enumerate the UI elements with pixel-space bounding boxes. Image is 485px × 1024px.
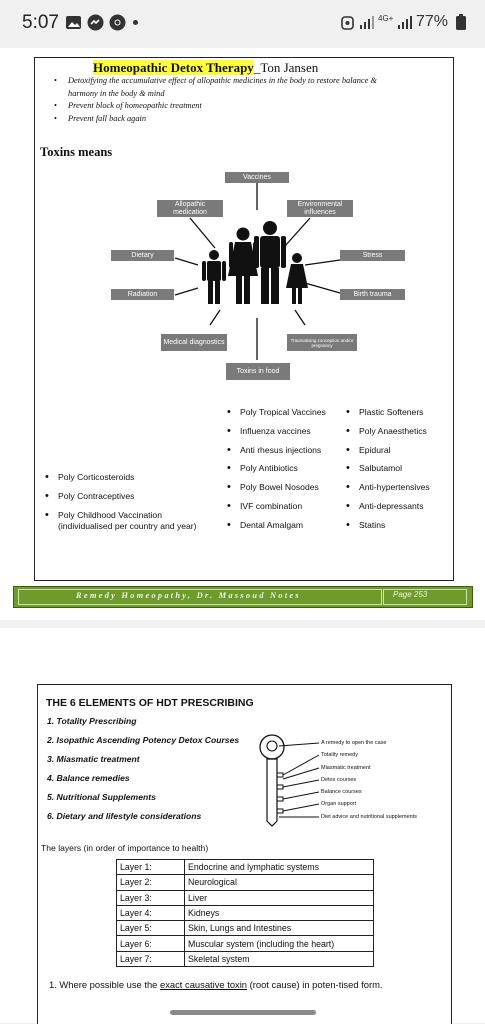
signal-icon-2 <box>396 14 413 31</box>
element-item: 4. Balance remedies <box>47 773 130 783</box>
list-item: • Anti rhesus injections <box>226 445 346 464</box>
label-medical: Medical diagnostics <box>161 334 227 351</box>
system-cell: Skeletal system <box>185 951 374 966</box>
element-item: 2. Isopathic Ascending Potency Detox Courses <box>47 735 240 745</box>
bullet-item: • Prevent block of homeopathic treatment <box>50 100 440 113</box>
layer-cell: Layer 1: <box>117 860 185 875</box>
label-food: Toxins in food <box>226 363 290 380</box>
status-bar <box>0 0 485 48</box>
list-item-continued: (individualised per country and year) <box>58 520 197 531</box>
list-item: • Dental Amalgam <box>226 520 346 539</box>
label-conception: Traumatising conception and/or pregnancy <box>287 334 357 351</box>
signal-icon <box>358 14 375 31</box>
hdt-elements-list <box>47 716 239 830</box>
list-item: • Poly Antibiotics <box>226 463 346 482</box>
list-left <box>44 472 234 532</box>
label-vaccines: Vaccines <box>225 172 289 183</box>
layer-cell: Layer 5: <box>117 921 185 936</box>
page1-title <box>93 60 318 76</box>
table-row <box>117 875 374 890</box>
table-row <box>117 936 374 951</box>
list-item: • Salbutamol <box>345 463 450 482</box>
footer-page-number: Page 253 <box>393 590 428 599</box>
list-item: • Epidural <box>345 445 450 464</box>
note-prefix: 1. Where possible use the <box>49 979 160 990</box>
system-cell: Endocrine and lymphatic systems <box>185 860 374 875</box>
layers-heading: The layers (in order of importance to health) <box>41 843 209 853</box>
bullet-item: • Detoxifying the accumulative effect of allopathic medicines in the body to restore balance & <box>50 75 440 88</box>
layers-table <box>116 859 374 967</box>
list-item: • Poly Childhood Vaccination <box>44 510 234 521</box>
list-item: • Poly Anaesthetics <box>345 426 450 445</box>
system-cell: Neurological <box>185 875 374 890</box>
list-item: • Anti-hypertensives <box>345 482 450 501</box>
key-label: Miasmatic treatment <box>321 764 371 771</box>
list-middle <box>226 407 346 539</box>
list-right <box>345 407 450 539</box>
network-type: 4G+ <box>378 14 394 23</box>
page1-author: _Ton Jansen <box>253 60 319 75</box>
hdt-title: THE 6 ELEMENTS OF HDT PRESCRIBING <box>46 697 254 709</box>
messenger-icon <box>87 14 104 31</box>
table-row <box>117 860 374 875</box>
list-item: • Poly Contraceptives <box>44 491 234 510</box>
page1-title-highlight: Homeopathic Detox Therapy <box>93 60 254 75</box>
battery-percent: 77% <box>416 13 449 30</box>
key-label: Totality remedy <box>321 752 358 759</box>
list-item: • IVF combination <box>226 501 346 520</box>
key-labels <box>321 740 417 826</box>
layer-cell: Layer 3: <box>117 890 185 905</box>
toxins-heading: Toxins means <box>40 145 113 159</box>
element-item: 3. Miasmatic treatment <box>47 754 140 764</box>
list-item: • Plastic Softeners <box>345 407 450 426</box>
label-dietary: Dietary <box>111 250 174 261</box>
list-item: • Poly Bowel Nosodes <box>226 482 346 501</box>
gallery-icon <box>65 14 82 31</box>
page1-bullets <box>50 75 440 125</box>
system-cell: Kidneys <box>185 905 374 920</box>
label-environmental: Environmental influences <box>287 200 353 217</box>
element-item: 6. Dietary and lifestyle considerations <box>47 811 202 821</box>
key-label: A remedy to open the case <box>321 740 387 746</box>
label-birth-trauma: Birth trauma <box>340 289 405 300</box>
status-time: 5:07 <box>22 12 59 33</box>
table-row <box>117 951 374 966</box>
key-label: Detox courses <box>321 776 357 783</box>
notification-dot-icon <box>133 20 138 25</box>
key-icon <box>255 733 325 828</box>
table-row <box>117 921 374 936</box>
table-row <box>117 905 374 920</box>
list-item: • Influenza vaccines <box>226 426 346 445</box>
note-paragraph <box>49 978 404 991</box>
label-stress: Stress <box>340 250 405 261</box>
home-gesture-bar[interactable] <box>170 1010 316 1015</box>
layer-cell: Layer 4: <box>117 905 185 920</box>
footer-text: Remedy Homeopathy, Dr. Massoud Notes <box>76 590 301 600</box>
system-cell: Skin, Lungs and Intestines <box>185 921 374 936</box>
bullet-item-continued: harmony in the body & mind <box>68 88 165 98</box>
chrome-icon <box>109 14 126 31</box>
key-label: Organ support <box>321 801 357 808</box>
note-underlined: exact causative toxin <box>160 979 248 990</box>
layer-cell: Layer 6: <box>117 936 185 951</box>
bullet-item: • Prevent fall back again <box>50 113 440 126</box>
list-item: • Statins <box>345 520 450 539</box>
layer-cell: Layer 2: <box>117 875 185 890</box>
list-item: • Poly Corticosteroids <box>44 472 234 491</box>
battery-icon <box>456 14 466 31</box>
key-label: Balance courses <box>321 789 362 796</box>
layer-cell: Layer 7: <box>117 951 185 966</box>
system-cell: Muscular system (including the heart) <box>185 936 374 951</box>
list-item: • Anti-depressants <box>345 501 450 520</box>
list-item: • Poly Tropical Vaccines <box>226 407 346 426</box>
alarm-icon <box>339 14 356 31</box>
element-item: 1. Totality Prescribing <box>47 716 137 726</box>
element-item: 5. Nutritional Supplements <box>47 792 156 802</box>
note-suffix: (root cause) in poten-tised form. <box>247 979 383 990</box>
label-radiation: Radiation <box>111 289 174 300</box>
family-figures-icon <box>202 221 308 304</box>
table-row <box>117 890 374 905</box>
system-cell: Liver <box>185 890 374 905</box>
label-allopathic: Allopathic medication <box>157 200 223 217</box>
key-label: Diet advice and nutritional supplements <box>321 813 418 820</box>
